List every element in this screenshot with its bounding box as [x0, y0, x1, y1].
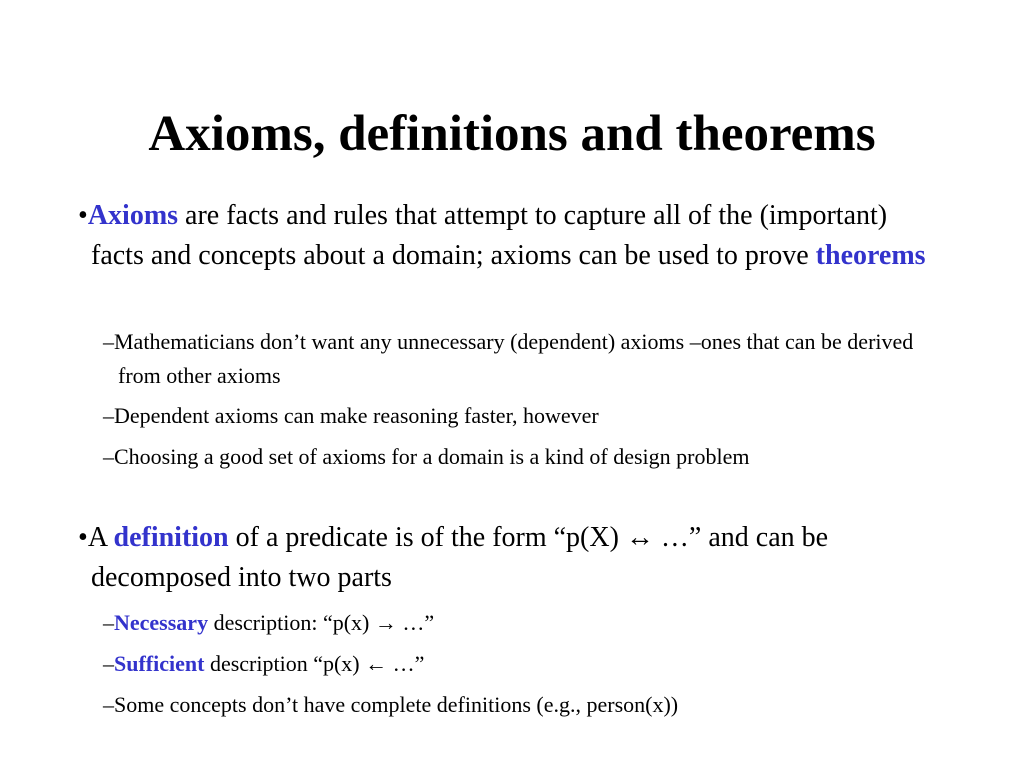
sub-bullet-mathematicians — [103, 325, 958, 393]
bullet-axioms — [78, 196, 941, 276]
term-necessary: Necessary — [114, 610, 209, 635]
bullet-text: of a predicate is of the form “p(X) ↔ …” and can be decomposed into two parts — [91, 522, 829, 593]
sub-bullet-complete-definitions — [103, 688, 958, 722]
slide-title: Axioms, definitions and theorems — [148, 106, 876, 162]
sub-bullet-dependent-axioms — [103, 399, 958, 433]
sub-bullet-text: Some concepts don’t have complete definitions (e.g., person(x)) — [114, 692, 679, 717]
term-definition: definition — [113, 522, 229, 553]
sub-bullet-text: Choosing a good set of axioms for a domain is a kind of design problem — [114, 444, 750, 469]
sub-bullet-choosing-axioms — [103, 440, 958, 474]
bullet-prefix: A — [87, 522, 114, 553]
sub-bullet-text: Dependent axioms can make reasoning faster, however — [114, 403, 599, 428]
bullet-definition — [78, 518, 941, 598]
sub-bullet-text: Mathematicians don’t want any unnecessary (dependent) axioms –ones that can be derived from other axioms — [114, 329, 914, 388]
bullet-marker: • — [78, 522, 88, 553]
sub-marker: – — [103, 610, 114, 635]
sub-marker: – — [103, 444, 114, 469]
bullet-marker: • — [78, 200, 88, 231]
term-sufficient: Sufficient — [114, 651, 205, 676]
sub-marker: – — [103, 651, 114, 676]
term-theorems: theorems — [815, 240, 926, 271]
bullet-text: are facts and rules that attempt to capture all of the (important) facts and concepts about a domain; axioms can be used to prove — [91, 200, 888, 271]
term-axioms: Axioms — [87, 200, 179, 231]
sub-marker: – — [103, 329, 114, 354]
sub-marker: – — [103, 692, 114, 717]
sub-bullet-text: description “p(x) ← …” — [204, 651, 425, 676]
sub-marker: – — [103, 403, 114, 428]
sub-bullet-necessary — [103, 606, 958, 640]
sub-bullet-text: description: “p(x) → …” — [208, 610, 435, 635]
sub-bullet-sufficient — [103, 647, 958, 681]
